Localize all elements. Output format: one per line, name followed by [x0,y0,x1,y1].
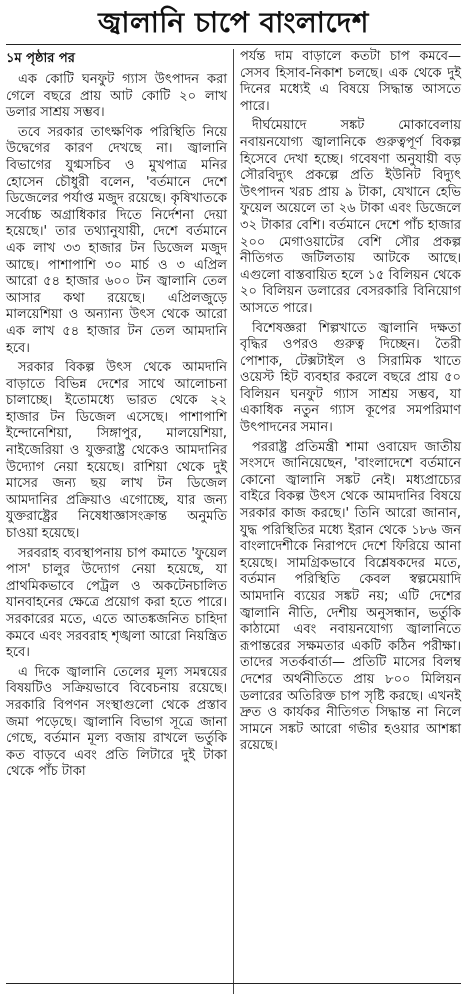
paragraph: তবে সরকার তাৎক্ষণিক পরিস্থিতি নিয়ে উদ্বেগের কারণ দেখছে না। জ্বালানি বিভাগের যুগ্মসচিব ও মুখপাত্র মনির হোসেন চৌধুরী বলেন, 'বর্তমানে দেশে ডিজেলের পর্যাপ্ত মজুদ রয়েছে। কৃষিখাতকে সর্বোচ্চ অগ্রাধিকার দিতে নির্দেশনা দেয়া হয়েছে।' তার তথ্যানুযায়ী, দেশে বর্তমানে এক লাখ ৩৩ হাজার টন ডিজেল মজুদ আছে। পাশাপাশি ৩০ মার্চ ও ৩ এপ্রিল আরো ৫৪ হাজার ৬০০ টন জ্বালানি তেল আসার কথা রয়েছে। এপ্রিলজুড়ে মালয়েশিয়া ও অন্যান্য উৎস থেকে আরো এক লাখ ৫৪ হাজার টন তেল আমদানি হবে। [6,124,227,356]
paragraph: পর্যন্ত দাম বাড়ালে কতটা চাপ কমবে— সেসব হিসাব-নিকাশ চলছে। এক থেকে দুই দিনের মধ্যেই এ বিষয়ে সিদ্ধান্ত আসতে পারে। [240,49,461,114]
paragraph: এক কোটি ঘনফুট গ্যাস উৎপাদন করা গেলে বছরে প্রায় আট কোটি ২০ লাখ ডলার সাশ্রয় সম্ভব। [6,72,227,121]
paragraph: সরবরাহ ব্যবস্থাপনায় চাপ কমাতে 'ফুয়েল পাস' চালুর উদ্যোগ নেয়া হয়েছে, যা প্রাথমিকভাবে পেট্রল ও অকটেনচালিত যানবাহনের ক্ষেত্রে প্রয়োগ করা হতে পারে। সরকারের মতে, এতে আতঙ্কজনিত চাহিদা কমবে এবং সরবরাহ শৃঙ্খলা আরো নিয়ন্ত্রিত হবে। [6,545,227,661]
paragraph: পররাষ্ট্র প্রতিমন্ত্রী শামা ওবায়েদ জাতীয় সংসদে জানিয়েছেন, 'বাংলাদেশে বর্তমানে কোনো জ্বালানি সঙ্কট নেই। মধ্যপ্রাচ্যের বাইরে বিকল্প উৎস থেকে আমদানির বিষয়ে সরকার কাজ করছে।' তিনি আরো জানান, যুদ্ধ পরিস্থিতির মধ্যে ইরান থেকে ১৮৬ জন বাংলাদেশীকে নিরাপদে দেশে ফিরিয়ে আনা হয়েছে। সামগ্রিকভাবে বিশ্লেষকদের মতে, বর্তমান পরিস্থিতি কেবল স্বল্পমেয়াদি আমদানি ব্যয়ের সঙ্কট নয়; এটি দেশের জ্বালানি নীতি, দেশীয় অনুসন্ধান, ভর্তুকি কাঠামো এবং নবায়নযোগ্য জ্বালানিতে রূপান্তরের সক্ষমতার একটি কঠিন পরীক্ষা। তাদের সতর্কবার্তা— প্রতিটি মাসের বিলম্ব দেশের অর্থনীতিতে প্রায় ৮০০ মিলিয়ন ডলারের অতিরিক্ত চাপ সৃষ্টি করছে। এখনই দ্রুত ও কার্যকর নীতিগত সিদ্ধান্ত না নিলে সামনে সঙ্কট আরো গভীর হওয়ার আশঙ্কা রয়েছে। [240,439,461,754]
paragraph: বিশেষজ্ঞরা শিল্পখাতে জ্বালানি দক্ষতা বৃদ্ধির ওপরও গুরুত্ব দিচ্ছেন। তৈরী পোশাক, টেক্সটাইল ও সিরামিক খাতে ওয়েস্ট হিট ব্যবহার করলে বছরে প্রায় ৫০ বিলিয়ন ঘনফুট গ্যাস সাশ্রয় সম্ভব, যা একাধিক নতুন গ্যাস কূপের সমপরিমাণ উৎপাদনের সমান। [240,320,461,436]
paragraph: সরকার বিকল্প উৎস থেকে আমদানি বাড়াতে বিভিন্ন দেশের সাথে আলোচনা চালাচ্ছে। ইতোমধ্যে ভারত থেকে ২২ হাজার টন ডিজেল এসেছে। পাশাপাশি ইন্দোনেশিয়া, সিঙ্গাপুর, মালয়েশিয়া, নাইজেরিয়া ও যুক্তরাষ্ট্র থেকেও আমদানির উদ্যোগ নেয়া হয়েছে। রাশিয়া থেকে দুই মাসের জন্য ছয় লাখ টন ডিজেল আমদানির প্রক্রিয়াও এগোচ্ছে, যার জন্য যুক্তরাষ্ট্রের নিষেধাজ্ঞাসংক্রান্ত অনুমতি চাওয়া হয়েছে। [6,360,227,542]
paragraph: এ দিকে জ্বালানি তেলের মূল্য সমন্বয়ের বিষয়টিও সক্রিয়ভাবে বিবেচনায় রয়েছে। সরকারি বিপণন সংস্থাগুলো থেকে প্রস্তাব জমা পড়েছে। জ্বালানি বিভাগ সূত্রে জানা গেছে, বর্তমান মূল্য বজায় রাখলে ভর্তুকি কত বাড়বে এবং প্রতি লিটারে দুই টাকা থেকে পাঁচ টাকা [6,664,227,780]
paragraph: দীর্ঘমেয়াদে সঙ্কট মোকাবেলায় নবায়নযোগ্য জ্বালানিকে গুরুত্বপূর্ণ বিকল্প হিসেবে দেখা হচ্ছে। গবেষণা অনুযায়ী বড় সৌরবিদ্যুৎ প্রকল্পে প্রতি ইউনিট বিদ্যুৎ উৎপাদন খরচ প্রায় ৯ টাকা, যেখানে হেভি ফুয়েল অয়েলে তা ২৬ টাকা এবং ডিজেলে ৩২ টাকার বেশি। বর্তমানে দেশে পাঁচ হাজার ২০০ মেগাওয়াটের বেশি সৌর প্রকল্প নীতিগত জটিলতায় আটকে আছে। এগুলো বাস্তবায়িত হলে ১৫ বিলিয়ন থেকে ২০ বিলিয়ন ডলারের বেসরকারি বিনিয়োগ আসতে পারে। [240,118,461,316]
headline: জ্বালানি চাপে বাংলাদেশ [6,6,461,45]
bottom-divider [6,983,461,984]
article-columns [6,49,461,994]
right-column [233,49,461,994]
continued-from-label: ১ম পৃষ্ঠার পর [6,51,75,66]
left-column [6,49,227,994]
